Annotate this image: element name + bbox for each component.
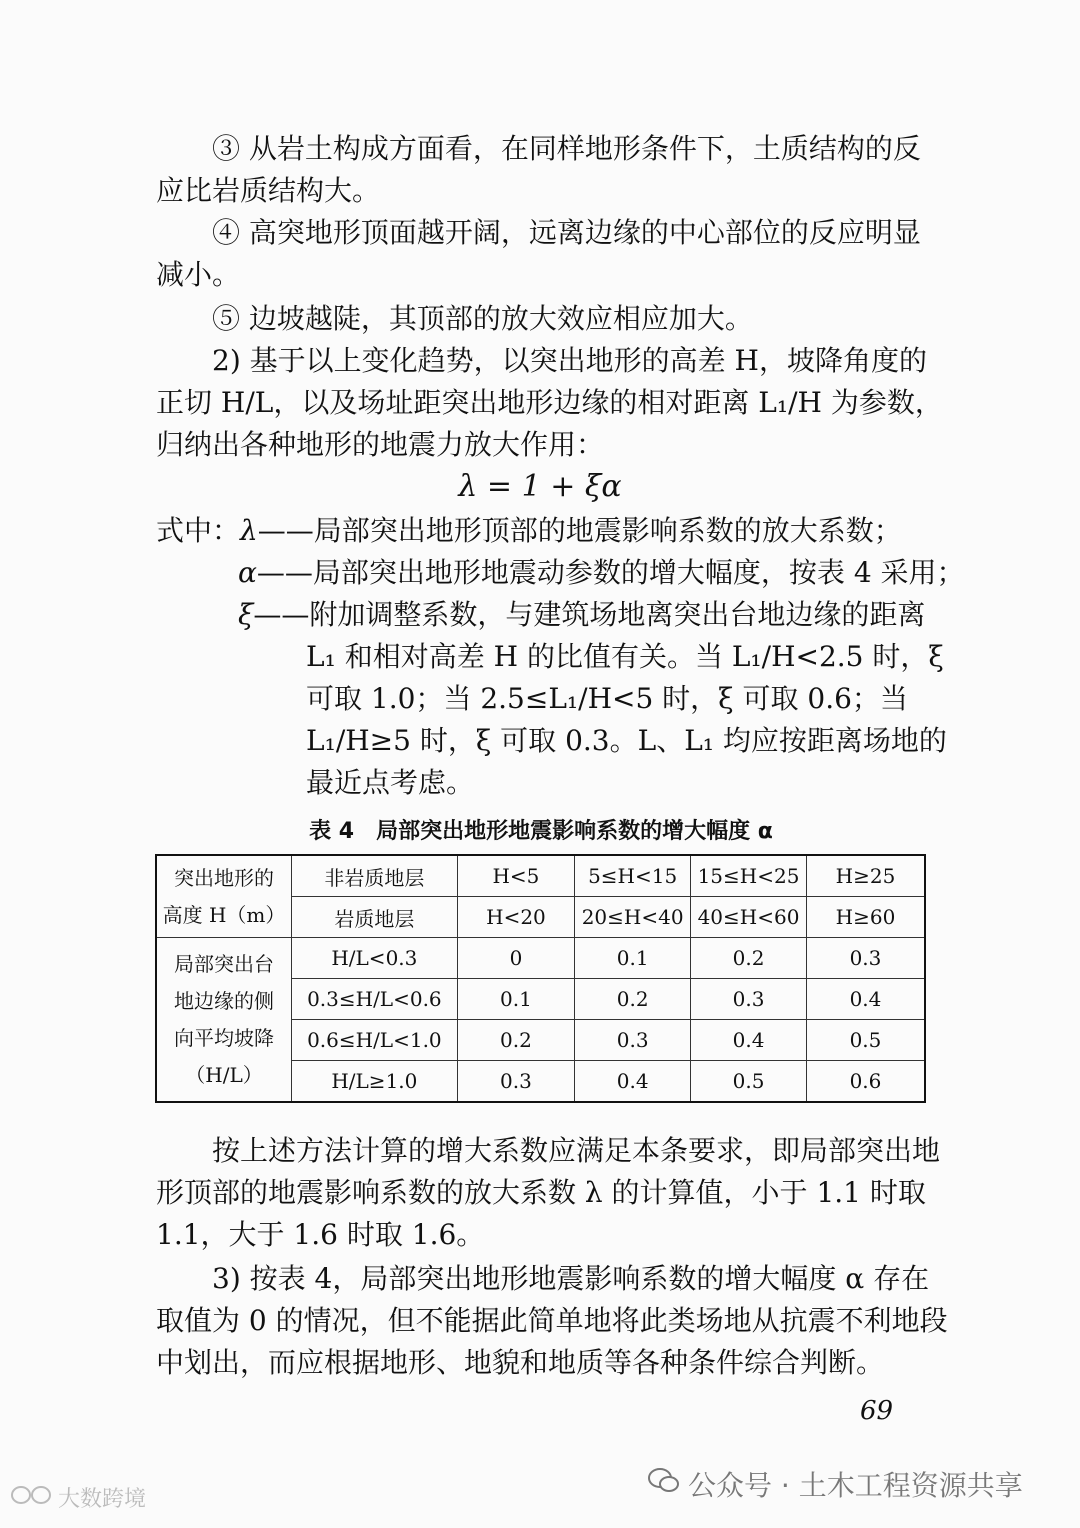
table-cell: 0.1: [575, 938, 691, 979]
height-header-line-2: 高度 H（m）: [162, 902, 286, 927]
p4-line-3: 归纳出各种地形的地震力放大作用：: [156, 428, 605, 461]
table-cell: H<20: [457, 897, 574, 938]
xi-symbol: ξ: [238, 598, 254, 631]
table-cell: 20≤H<40: [575, 897, 691, 938]
p2-line-2: 减小。: [156, 258, 241, 291]
watermark-right-text: 公众号 · 土木工程资源共享: [688, 1469, 1023, 1502]
table-cell: 0.3: [575, 1020, 691, 1061]
table-cell: 0.3: [457, 1061, 574, 1103]
p4-line-1: 2) 基于以上变化趋势，以突出地形的高差 H，坡降角度的: [212, 344, 927, 377]
watermark-left-text: 大数跨境: [58, 1487, 147, 1512]
p6-line-2: 取值为 0 的情况，但不能据此简单地将此类场地从抗震不利地段: [156, 1304, 948, 1337]
p5-line-3: 1.1，大于 1.6 时取 1.6。: [156, 1218, 485, 1251]
p5-line-2: 形顶部的地震影响系数的放大系数 λ 的计算值，小于 1.1 时取: [156, 1176, 926, 1209]
slope-header-line-1: 局部突出台: [174, 951, 274, 976]
p2-line-1: ④ 高突地形顶面越开阔，远离边缘的中心部位的反应明显: [212, 216, 921, 249]
xi-definition-4: L₁/H≥5 时，ξ 可取 0.3。L、L₁ 均应按距离场地的: [306, 724, 947, 757]
lambda-definition: ——局部突出地形顶部的地震影响系数的放大系数；: [257, 514, 902, 547]
p1-line-1: ③ 从岩土构成方面看，在同样地形条件下，土质结构的反: [212, 132, 921, 165]
p4-line-2: 正切 H/L，以及场址距突出地形边缘的相对距离 L₁/H 为参数，: [156, 386, 943, 419]
slope-header-line-2: 地边缘的侧: [174, 988, 274, 1013]
table-cell: 0.5: [691, 1061, 807, 1103]
table-cell: 0: [457, 938, 574, 979]
def-xi: [238, 594, 925, 636]
alpha-table: [155, 854, 926, 1103]
alpha-symbol: α: [238, 556, 257, 589]
table-cell: 0.3≤H/L<0.6: [292, 979, 458, 1020]
table-cell: 0.1: [457, 979, 574, 1020]
formula: λ = 1 + ξα: [458, 469, 622, 504]
height-header-line-1: 突出地形的: [174, 865, 274, 890]
brand-logo-icon: [10, 1484, 54, 1512]
height-header: [156, 855, 292, 938]
table-cell: 0.5: [806, 1020, 925, 1061]
p5-line-1: 按上述方法计算的增大系数应满足本条要求，即局部突出地: [212, 1134, 941, 1167]
table-row: [156, 938, 925, 979]
xi-definition-5: 最近点考虑。: [306, 766, 475, 799]
table-cell: 0.4: [575, 1061, 691, 1103]
slope-header-line-3: 向平均坡降: [174, 1025, 274, 1050]
table-cell: 0.6≤H/L<1.0: [292, 1020, 458, 1061]
table-cell: 岩质地层: [292, 897, 458, 938]
lambda-symbol: λ: [240, 514, 258, 547]
def-alpha: [238, 552, 965, 594]
table-cell: 0.3: [806, 938, 925, 979]
slope-header: [156, 938, 292, 1103]
table-cell: H/L<0.3: [292, 938, 458, 979]
p6-line-3: 中划出，而应根据地形、地貌和地质等各种条件综合判断。: [156, 1346, 885, 1379]
xi-definition-3: 可取 1.0；当 2.5≤L₁/H<5 时，ξ 可取 0.6；当: [306, 682, 908, 715]
table-caption: 表 4 局部突出地形地震影响系数的增大幅度 α: [309, 819, 773, 844]
wechat-icon: [648, 1467, 680, 1502]
table-cell: 非岩质地层: [292, 855, 458, 897]
table-cell: 5≤H<15: [575, 855, 691, 897]
def-lambda: [156, 510, 902, 552]
table-cell: H/L≥1.0: [292, 1061, 458, 1103]
watermark-right: [648, 1464, 1023, 1504]
table-cell: H<5: [457, 855, 574, 897]
p3-line: ⑤ 边坡越陡，其顶部的放大效应相应加大。: [212, 302, 753, 335]
def-prefix: 式中：: [156, 514, 241, 547]
table-cell: 0.2: [575, 979, 691, 1020]
table-cell: 0.4: [806, 979, 925, 1020]
table-cell: 15≤H<25: [691, 855, 807, 897]
slope-header-line-4: （H/L）: [185, 1062, 263, 1087]
table-cell: 0.2: [691, 938, 807, 979]
table-cell: 0.3: [691, 979, 807, 1020]
table-row: [156, 855, 925, 897]
page-number: 69: [860, 1396, 894, 1426]
table-cell: 0.4: [691, 1020, 807, 1061]
table-cell: 0.6: [806, 1061, 925, 1103]
p6-line-1: 3) 按表 4，局部突出地形地震影响系数的增大幅度 α 存在: [212, 1262, 930, 1295]
xi-definition-2: L₁ 和相对高差 H 的比值有关。当 L₁/H<2.5 时，ξ: [306, 640, 944, 673]
xi-definition-1: ——附加调整系数，与建筑场地离突出台地边缘的距离: [253, 598, 926, 631]
alpha-definition: ——局部突出地形地震动参数的增大幅度，按表 4 采用；: [256, 556, 965, 589]
table-cell: H≥25: [806, 855, 925, 897]
table-cell: 40≤H<60: [691, 897, 807, 938]
table-cell: 0.2: [457, 1020, 574, 1061]
watermark-left: [10, 1482, 146, 1513]
table-cell: H≥60: [806, 897, 925, 938]
p1-line-2: 应比岩质结构大。: [156, 174, 381, 207]
